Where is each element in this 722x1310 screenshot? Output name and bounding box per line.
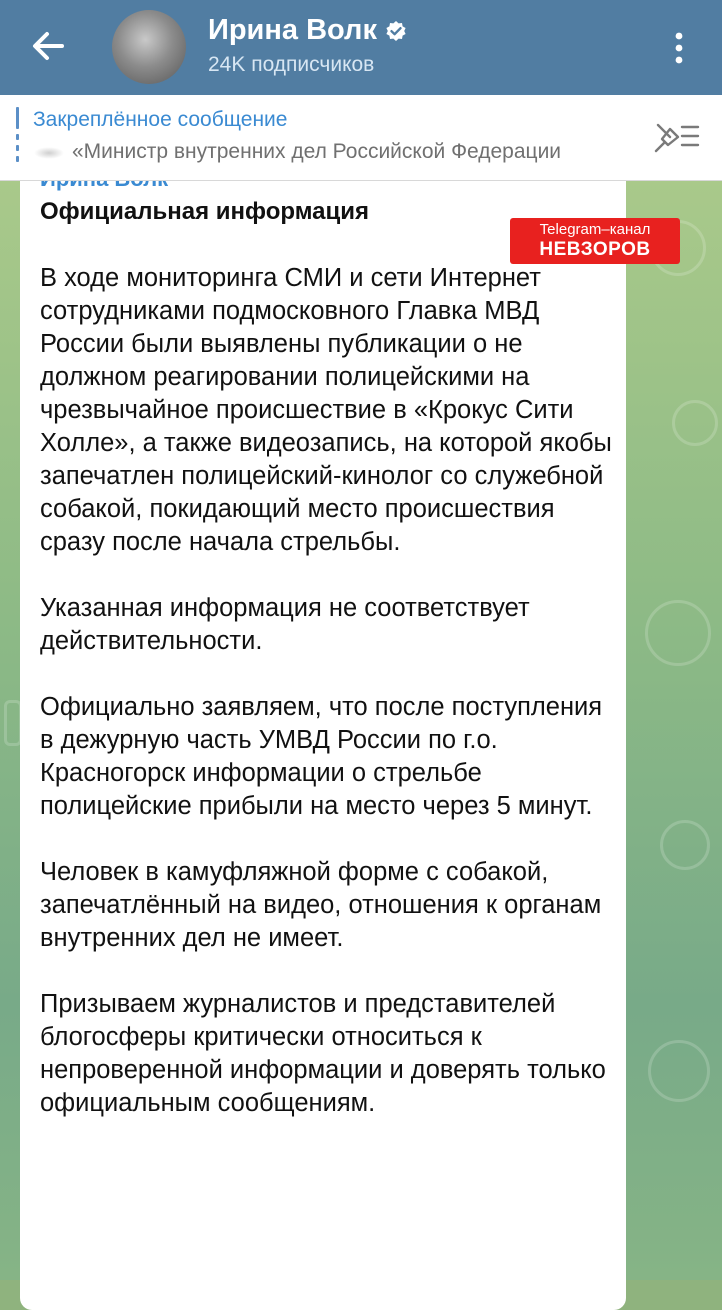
- arrow-left-icon: [22, 22, 74, 70]
- back-button[interactable]: [22, 22, 74, 70]
- message-paragraph: Официально заявляем, что после поступления в дежурную часть УМВД России по г.о. Красногорск информации о стрельбе полицейские прибыли на место через 5 минут.: [40, 693, 603, 820]
- message-paragraph: Указанная информация не соответствует действительности.: [40, 594, 530, 655]
- message-paragraph: Человек в камуфляжной форме с собакой, запечатлённый на видео, отношения к органам внутренних дел не имеет.: [40, 858, 602, 952]
- channel-avatar[interactable]: [112, 10, 186, 84]
- unpin-button[interactable]: [652, 117, 702, 157]
- watermark-line-1: Telegram–канал: [539, 221, 651, 238]
- message-body: [40, 262, 616, 1153]
- pinned-position-indicator: [16, 107, 19, 165]
- pinned-message-bar[interactable]: [0, 95, 722, 181]
- watermark-line-2: НЕВЗОРОВ: [539, 239, 651, 260]
- message-heading: Официальная информация: [40, 198, 370, 225]
- unpin-list-icon: [652, 117, 702, 157]
- subscriber-count: 24K подписчиков: [208, 53, 375, 76]
- message-paragraph: Призываем журналистов и представителей блогосферы критически относиться к непроверенной информации и доверять только официальным сообщениям.: [40, 990, 606, 1117]
- message-paragraph: В ходе мониторинга СМИ и сети Интернет сотрудниками подмосковного Главка МВД России были выявлены публикации о не должном реагировании полицейскими на чрезвычайное происшествие в «Крокус Сити Холле», а также видеозапись, на которой якобы запечатлен полицейский-кинолог со служебной собакой, покидающий место происшествия сразу после начала стрельбы.: [40, 264, 612, 556]
- channel-title-row[interactable]: [208, 14, 407, 47]
- watermark-badge: [510, 218, 680, 264]
- more-menu-button[interactable]: [664, 26, 694, 70]
- channel-title: Ирина Волк: [208, 14, 377, 46]
- pinned-thumbnail: [34, 147, 64, 159]
- pinned-preview-text: «Министр внутренних дел Российской Федерации: [72, 140, 562, 163]
- chat-header: [0, 0, 722, 95]
- verified-badge-icon: [385, 20, 407, 42]
- more-vertical-icon: [664, 26, 694, 70]
- pinned-label: Закреплённое сообщение: [33, 108, 288, 131]
